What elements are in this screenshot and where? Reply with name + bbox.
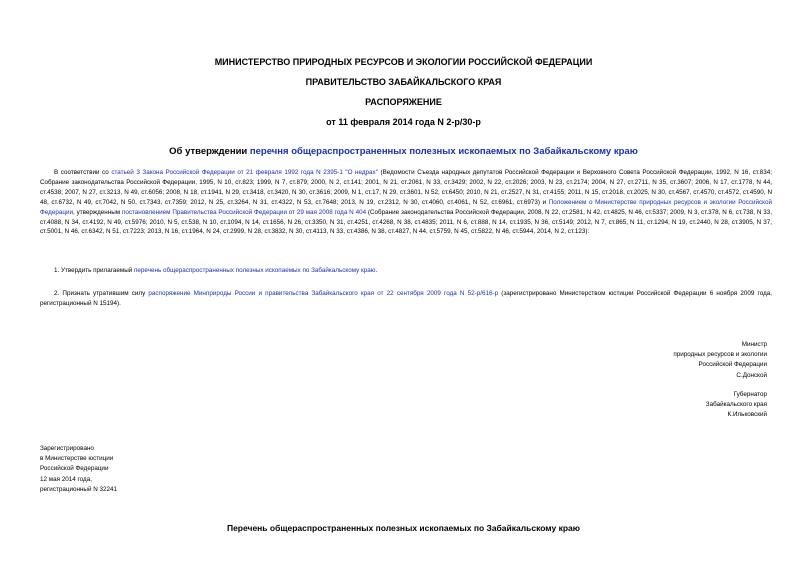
preamble-text-3: , утвержденным: [72, 208, 122, 216]
item-2-text-2: (зарегистрировано Министерством юстиции Российской Федерации 6 ноября 2009 года, регистрационный N 15194).: [40, 290, 772, 307]
registration-note: [40, 444, 117, 495]
document-title: [0, 146, 807, 158]
item-1-text-2: .: [375, 267, 378, 274]
government-heading: ПРАВИТЕЛЬСТВО ЗАБАЙКАЛЬСКОГО КРАЯ: [305, 77, 502, 87]
registration-line: Российской Федерации: [40, 465, 109, 473]
appendix-title: Перечень общераспространенных полезных ископаемых по Забайкальскому краю: [226, 523, 581, 533]
government-decree-link[interactable]: постановлением Правительства Российской Федерации от 29 мая 2008 года N 404: [121, 208, 367, 216]
governor-name: К.Ильковский: [727, 411, 767, 419]
doc-type-heading: РАСПОРЯЖЕНИЕ: [365, 97, 442, 107]
item-1-text-1: 1. Утвердить прилагаемый: [54, 267, 135, 274]
item-2-order-link[interactable]: распоряжение Минприроды России и правительства Забайкальского края от 22 сентября 2009 года N 52-р/616-р: [148, 290, 499, 297]
title-link[interactable]: перечня общераспространенных полезных ископаемых по Забайкальскому краю: [249, 146, 638, 157]
item-1-paragraph: [40, 266, 772, 276]
ministry-regulation-link[interactable]: Положением о Министерстве природных ресурсов и экологии Российской Федерации: [40, 198, 772, 216]
minister-line: Министр: [741, 341, 767, 348]
date-number-heading: от 11 февраля 2014 года N 2-р/30-р: [326, 117, 481, 127]
preamble-text-1: В соответствии со: [54, 169, 112, 176]
minister-line: Российской Федерации: [698, 361, 767, 369]
item-2-text-1: 2. Признать утратившим силу: [54, 290, 149, 297]
governor-line: Губернатор: [733, 391, 767, 398]
item-1-list-link[interactable]: перечень общераспространенных полезных ископаемых по Забайкальскому краю: [134, 267, 376, 274]
title-prefix: Об утверждении: [169, 146, 250, 157]
minister-signature: [673, 340, 767, 381]
preamble-paragraph: [40, 168, 772, 237]
registration-line: 12 мая 2014 года,: [40, 475, 92, 483]
ministry-heading: МИНИСТЕРСТВО ПРИРОДНЫХ РЕСУРСОВ И ЭКОЛОГИИ РОССИЙСКОЙ ФЕДЕРАЦИИ: [214, 57, 593, 67]
minister-line: природных ресурсов и экологии: [673, 351, 767, 359]
preamble-text-2: (Ведомости Съезда народных депутатов Российской Федерации и Верховного Совета Российской Федерации, 1992, N 16, ст.834; Собрание законодательства Российской Федерации, 1995, N 10, ст.823; 1999, N 7, ст.879; 2000, N 2, ст.141; 2001, N 21, ст.2061, N 33, ст.3429; 2002, N 22, ст.2026; 2003, N 23, ст.2174; 2004, N 27, ст.2711, N 35, ст.3607; 2006, N 17, ст.1778, N 44, ст.4538; 2007, N 27, ст.3213, N 49, ст.6056; 2008, N 18, ст.1941, N 29, ст.3418, ст.3420, N 30, ст.3616; 2009, N 1, ст.17, N 29, ст.3601, N 52, ст.6450; 2010, N 21, ст.2527, N 31, ст.4155; 2011, N 15, ст.2018, ст.2025, N 30, ст.4567, ст.4570, ст.4572, ст.4590, N 48, ст.6732, N 49, ст.7042, N 50, ст.7343, ст.7359; 2012, N 25, ст.3264, N 31, ст.4322, N 53, ст.7648; 2013, N 19, ст.2312, N 30, ст.4060, ст.4061, N 52, ст.6961, ст.6973) и: [40, 169, 772, 206]
item-2-paragraph: [40, 289, 772, 309]
governor-signature: [706, 390, 767, 421]
law-on-subsoil-link[interactable]: статьей 3 Закона Российской Федерации от 21 февраля 1992 года N 2395-1 "О недрах": [111, 169, 378, 176]
registration-line: Зарегистрировано: [40, 445, 94, 452]
minister-name: С.Донской: [736, 371, 767, 379]
registration-line: в Министерстве юстиции: [40, 455, 114, 463]
governor-line: Забайкальского края: [705, 401, 767, 409]
preamble-text-4: (Собрание законодательства Российской Федерации, 2008, N 22, ст.2581, N 42, ст.4825, N 46, ст.5337; 2009, N 3, ст.378, N 6, ст.738, N 33, ст.4088, N 34, ст.4192, N 49, ст.5976; 2010, N 5, ст.538, N 10, ст.1094, N 14, ст.1656, N 26, ст.3350, N 31, ст.4251, ст.4268, N 38, ст.4835; 2011, N 6, ст.888, N 14, ст.1935, N 36, ст.5149; 2012, N 7, ст.865, N 11, ст.1294, N 19, ст.2440, N 28, ст.3905, N 37, ст.5001, N 46, ст.6342, N 51, ст.7223; 2013, N 16, ст.1964, N 24, ст.2999, N 28, ст.3832, N 30, ст.4113, N 33, ст.4386, N 38, ст.4827, N 44, ст.5759, N 45, ст.5822, N 46, ст.5944, 2014, N 2, ст.123):: [40, 208, 772, 236]
registration-line: регистрационный N 32241: [40, 485, 118, 493]
